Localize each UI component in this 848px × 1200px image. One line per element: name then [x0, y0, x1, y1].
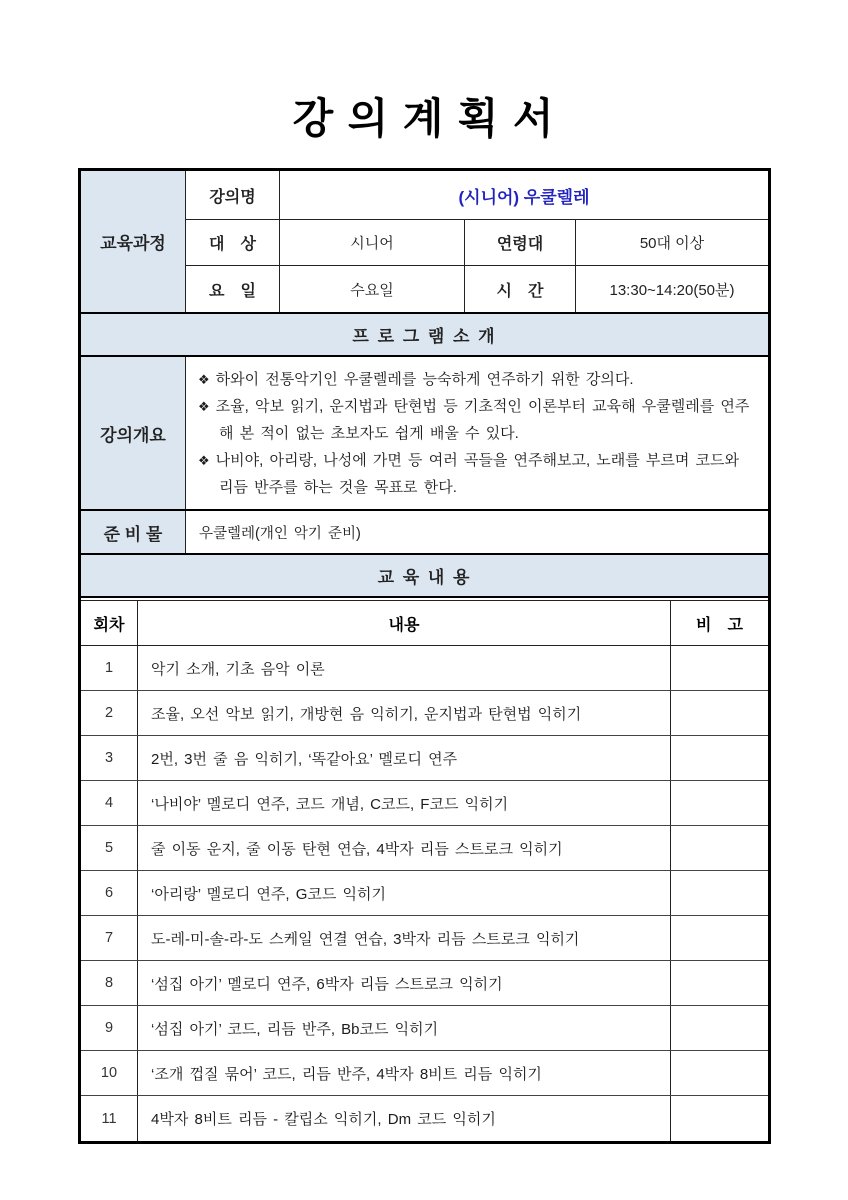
page-title: 강 의 계 획 서: [292, 97, 556, 143]
session-note: [671, 691, 768, 735]
materials-value: 우쿨렐레(개인 악기 준비): [199, 525, 361, 542]
table-row: [81, 1006, 768, 1051]
table-row: [81, 961, 768, 1006]
target-value: 시니어: [280, 220, 465, 265]
session-content: ‘아리랑’ 멜로디 연주, G코드 익히기: [138, 871, 671, 915]
session-content: ‘나비야’ 멜로디 연주, 코드 개념, C코드, F코드 익히기: [138, 781, 671, 825]
lecture-name-value: (시니어) 우쿨렐레: [458, 187, 590, 207]
session-number: 3: [81, 736, 138, 780]
time-label: 시 간: [465, 266, 576, 312]
diamond-bullet-icon: ❖: [198, 399, 210, 414]
session-content: 조율, 오선 악보 읽기, 개방현 음 익히기, 운지법과 탄현법 익히기: [138, 691, 671, 735]
overview-label: 강의개요: [81, 357, 186, 509]
course-section: [81, 171, 768, 312]
curriculum-band: 교 육 내 용: [81, 553, 768, 598]
session-note: [671, 871, 768, 915]
col-header-content: 내용: [138, 601, 671, 645]
session-note: [671, 781, 768, 825]
time-value: 13:30~14:20(50분): [609, 281, 735, 299]
table-row: [81, 781, 768, 826]
diamond-bullet-icon: ❖: [198, 372, 210, 387]
session-number: 5: [81, 826, 138, 870]
session-note: [671, 736, 768, 780]
session-content: ‘조개 껍질 묶어’ 코드, 리듬 반주, 4박자 8비트 리듬 익히기: [138, 1051, 671, 1095]
session-content: 악기 소개, 기초 음악 이론: [138, 646, 671, 690]
session-number: 4: [81, 781, 138, 825]
table-row: [81, 691, 768, 736]
diamond-bullet-icon: ❖: [198, 453, 210, 468]
overview-bullet: [198, 447, 754, 501]
session-note: [671, 961, 768, 1005]
overview-section: [81, 357, 768, 509]
sessions-table: [81, 600, 768, 1141]
lecture-name-label: 강의명: [186, 171, 280, 219]
session-note: [671, 1006, 768, 1050]
day-time-row: [186, 266, 768, 312]
overview-bullet: [198, 366, 754, 393]
course-group-label: 교육과정: [81, 171, 186, 312]
session-note: [671, 916, 768, 960]
table-row: [81, 1096, 768, 1141]
session-number: 9: [81, 1006, 138, 1050]
overview-bullet-text: 조율, 악보 읽기, 운지법과 탄현법 등 기초적인 이론부터 교육해 우쿨렐레를 연주해 본 적이 없는 초보자도 쉽게 배울 수 있다.: [215, 398, 750, 442]
table-row: [81, 736, 768, 781]
session-number: 10: [81, 1051, 138, 1095]
overview-bullet-text: 나비야, 아리랑, 나성에 가면 등 여러 곡들을 연주해보고, 노래를 부르며 코드와 리듬 반주를 하는 것을 목표로 한다.: [215, 452, 740, 496]
session-number: 8: [81, 961, 138, 1005]
session-note: [671, 826, 768, 870]
session-number: 11: [81, 1096, 138, 1141]
session-number: 7: [81, 916, 138, 960]
session-content: 4박자 8비트 리듬 - 칼립소 익히기, Dm 코드 익히기: [138, 1096, 671, 1141]
session-note: [671, 1096, 768, 1141]
session-number: 1: [81, 646, 138, 690]
age-value: 50대 이상: [639, 235, 705, 252]
materials-label: 준 비 물: [81, 511, 186, 553]
target-age-row: [186, 220, 768, 266]
table-row: [81, 916, 768, 961]
day-value: 수요일: [280, 266, 465, 312]
program-intro-band: 프 로 그 램 소 개: [81, 312, 768, 357]
session-content: ‘섬집 아기’ 코드, 리듬 반주, Bb코드 익히기: [138, 1006, 671, 1050]
overview-bullets: [186, 357, 768, 509]
overview-bullet: [198, 393, 754, 447]
session-number: 2: [81, 691, 138, 735]
age-label: 연령대: [465, 220, 576, 265]
session-content: 2번, 3번 줄 음 익히기, ‘똑같아요’ 멜로디 연주: [138, 736, 671, 780]
table-row: [81, 871, 768, 916]
session-note: [671, 1051, 768, 1095]
day-label: 요 일: [186, 266, 280, 312]
session-note: [671, 646, 768, 690]
session-content: 줄 이동 운지, 줄 이동 탄현 연습, 4박자 리듬 스트로크 익히기: [138, 826, 671, 870]
table-row: [81, 826, 768, 871]
lecture-plan-table: [78, 168, 771, 1144]
col-header-note: 비 고: [696, 616, 743, 634]
overview-bullet-text: 하와이 전통악기인 우쿨렐레를 능숙하게 연주하기 위한 강의다.: [215, 371, 634, 388]
table-row: [81, 646, 768, 691]
target-label: 대 상: [186, 220, 280, 265]
session-number: 6: [81, 871, 138, 915]
table-row: [81, 1051, 768, 1096]
lecture-name-row: [186, 171, 768, 220]
session-content: 도-레-미-솔-라-도 스케일 연결 연습, 3박자 리듬 스트로크 익히기: [138, 916, 671, 960]
materials-row: [81, 509, 768, 553]
session-content: ‘섬집 아기’ 멜로디 연주, 6박자 리듬 스트로크 익히기: [138, 961, 671, 1005]
course-rows: [186, 171, 768, 312]
col-header-session: 회차: [81, 601, 138, 645]
sessions-header-row: [81, 601, 768, 646]
